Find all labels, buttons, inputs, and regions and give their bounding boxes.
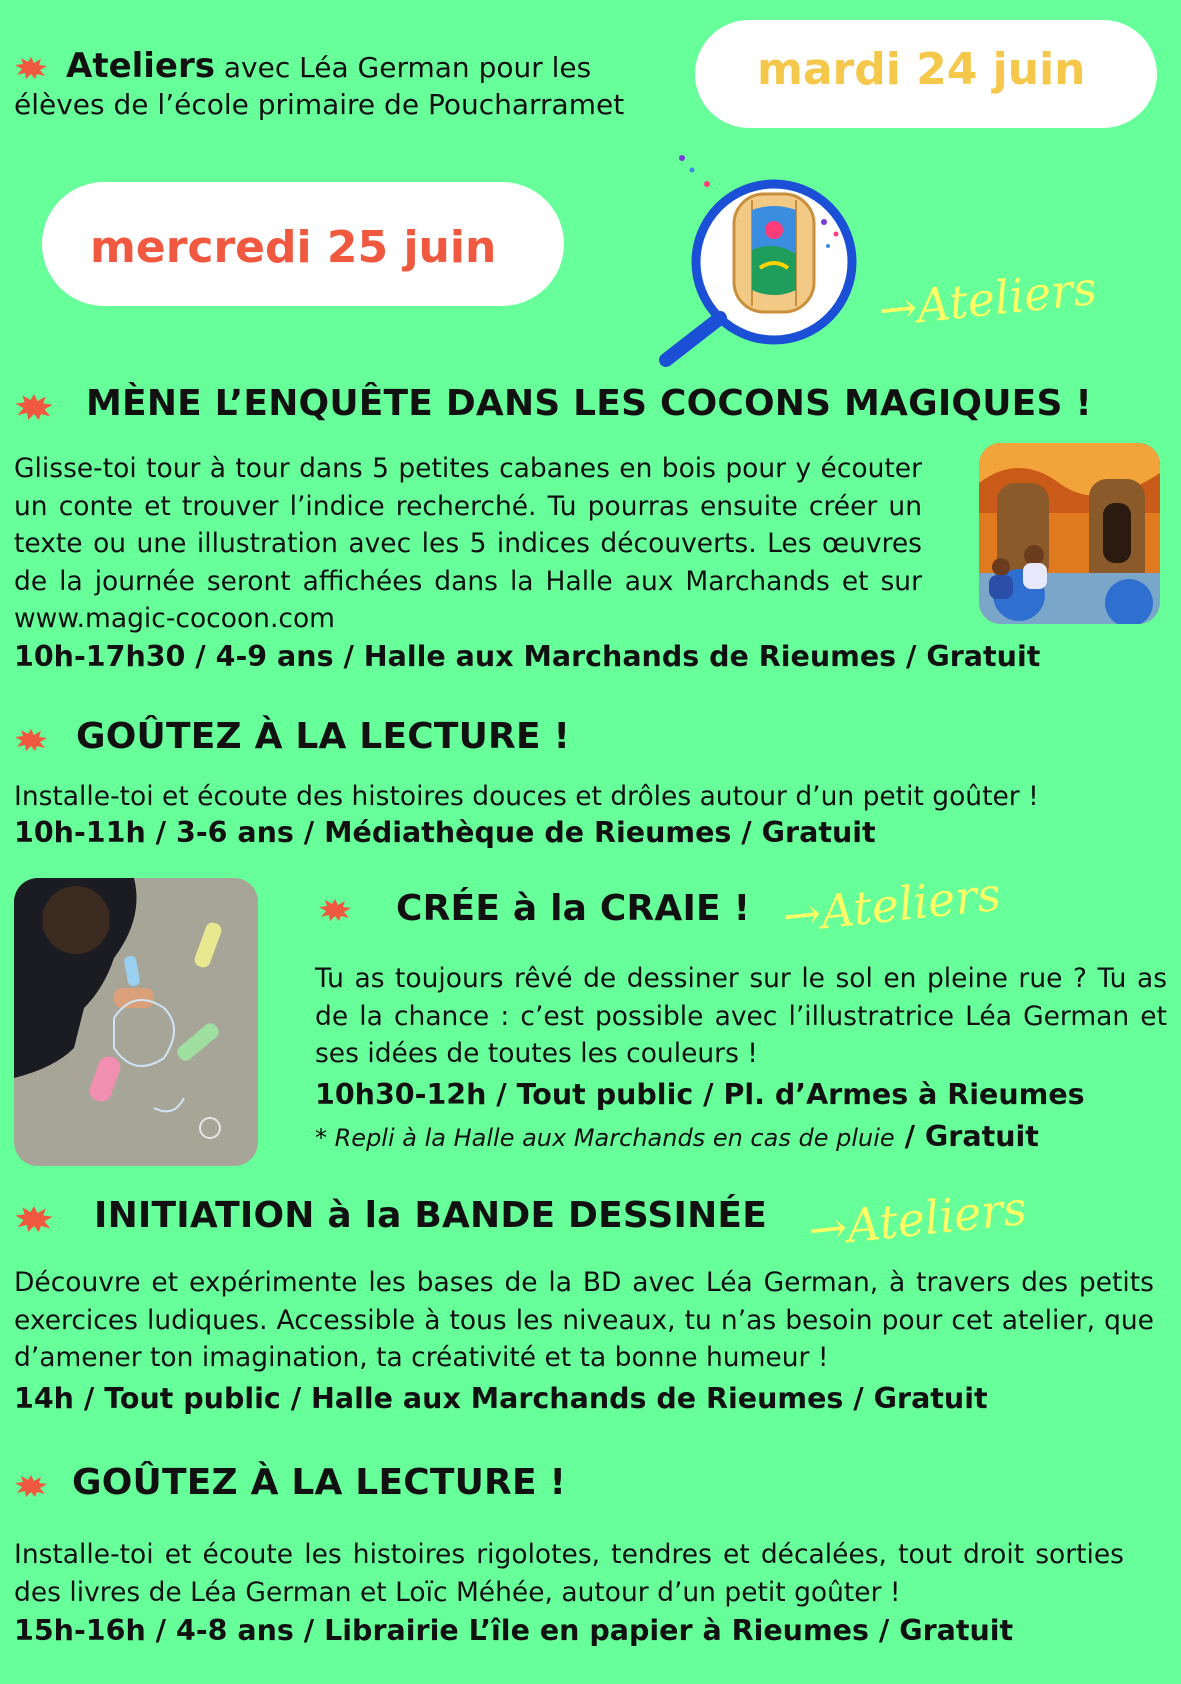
burst-icon bbox=[14, 728, 48, 752]
event-4-title: INITIATION à la BANDE DESSINÉE bbox=[94, 1195, 768, 1236]
chalk-photo bbox=[14, 878, 258, 1166]
date-tuesday: mardi 24 juin bbox=[757, 44, 1086, 95]
event-1-info: 10h-17h30 / 4-9 ans / Halle aux Marchands de Rieumes / Gratuit bbox=[14, 640, 1041, 673]
ateliers-tag-3: →Ateliers bbox=[805, 1180, 1030, 1258]
intro-line-2: élèves de l’école primaire de Poucharramet bbox=[14, 88, 625, 121]
event-2-info: 10h-11h / 3-6 ans / Médiathèque de Rieumes / Gratuit bbox=[14, 816, 876, 849]
event-3-info: 10h30-12h / Tout public / Pl. d’Armes à Rieumes bbox=[315, 1078, 1085, 1111]
ateliers-tag-1: →Ateliers bbox=[875, 260, 1100, 338]
burst-icon bbox=[14, 393, 54, 421]
date-wednesday: mercredi 25 juin bbox=[90, 222, 497, 273]
event-2-title: GOÛTEZ À LA LECTURE ! bbox=[76, 716, 571, 757]
burst-icon bbox=[318, 898, 352, 922]
event-1-description: Glisse-toi tour à tour dans 5 petites cabanes en bois pour y écouter un conte et trouver l’indice recherché. Tu pourras ensuite créer un texte ou une illustration avec les 5 indices découverts. Les œuvres de la journée seront affichées dans la Halle aux Marchands et sur www.magic-cocoon.com bbox=[14, 453, 922, 634]
ateliers-tag-2-label: Ateliers bbox=[818, 866, 1004, 940]
event-5-title: GOÛTEZ À LA LECTURE ! bbox=[72, 1462, 567, 1503]
ateliers-tag-1-label: Ateliers bbox=[914, 260, 1100, 334]
event-3-note-line bbox=[315, 1120, 1039, 1153]
event-3-note: * Repli à la Halle aux Marchands en cas de pluie bbox=[315, 1124, 895, 1152]
intro-bold: Ateliers bbox=[66, 46, 215, 86]
event-5-info: 15h-16h / 4-8 ans / Librairie L’île en papier à Rieumes / Gratuit bbox=[14, 1614, 1014, 1647]
ateliers-tag-2: →Ateliers bbox=[779, 866, 1004, 944]
intro-line-1 bbox=[66, 46, 591, 86]
event-2-description: Installe-toi et écoute des histoires douces et drôles autour d’un petit goûter ! bbox=[14, 781, 1039, 812]
burst-icon bbox=[14, 1205, 54, 1233]
intro-rest: avec Léa German pour les bbox=[215, 51, 592, 84]
cocoon-photo bbox=[979, 443, 1160, 624]
burst-icon bbox=[14, 56, 48, 80]
event-3-description: Tu as toujours rêvé de dessiner sur le sol en pleine rue ? Tu as de la chance : c’est possible avec l’illustratrice Léa German et ses idées de toutes les couleurs ! bbox=[315, 963, 1167, 1069]
event-4-description: Découvre et expérimente les bases de la BD avec Léa German, à travers des petits exercices ludiques. Accessible à tous les niveaux, tu n’as besoin pour cet atelier, que d’amener ton imagination, ta créativité et ta bonne humeur ! bbox=[14, 1267, 1154, 1373]
magnifier-icon bbox=[652, 150, 872, 368]
event-5-description: Installe-toi et écoute les histoires rigolotes, tendres et décalées, tout droit sorties des livres de Léa German et Loïc Méhée, autour d’un petit goûter ! bbox=[14, 1539, 1124, 1608]
event-4-info: 14h / Tout public / Halle aux Marchands de Rieumes / Gratuit bbox=[14, 1382, 988, 1415]
ateliers-tag-3-label: Ateliers bbox=[844, 1180, 1030, 1254]
burst-icon bbox=[14, 1474, 48, 1498]
event-3-note-suffix: / Gratuit bbox=[894, 1120, 1039, 1153]
event-1-title: MÈNE L’ENQUÊTE DANS LES COCONS MAGIQUES ! bbox=[86, 383, 1092, 424]
event-3-title: CRÉE à la CRAIE ! bbox=[396, 888, 751, 929]
